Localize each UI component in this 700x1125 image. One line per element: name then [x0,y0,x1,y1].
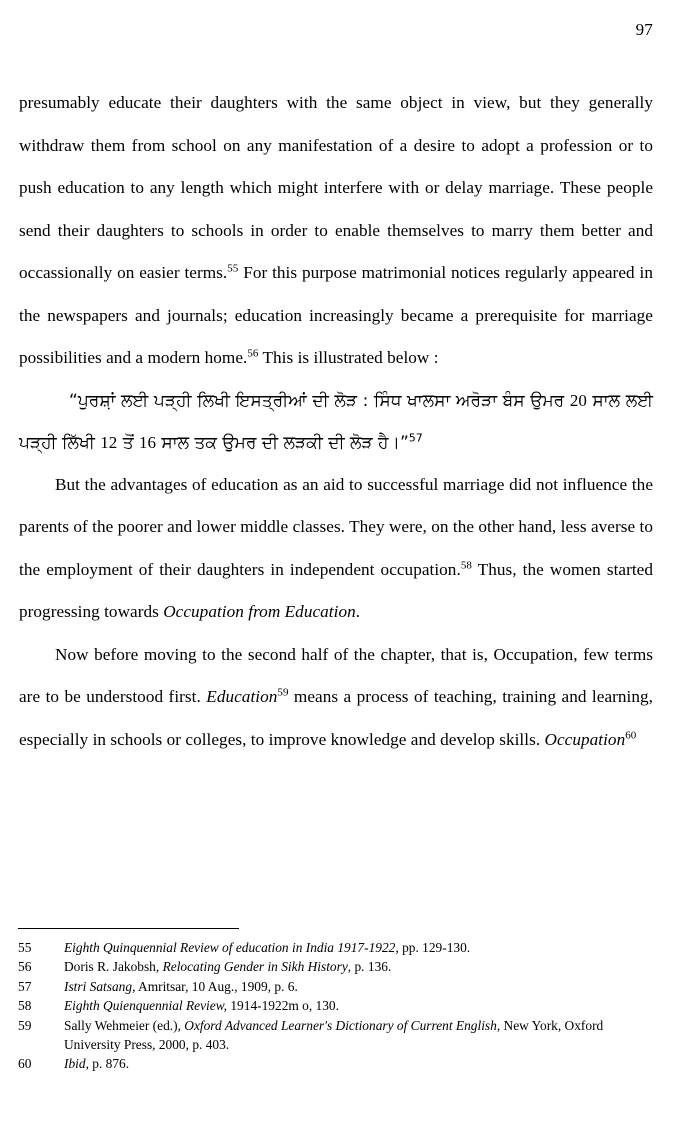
text-run: , p. 876. [85,1056,130,1072]
emphasized-text: Eighth Quienquennial Review, [64,998,228,1014]
footnote-text [64,938,658,957]
emphasized-text: Eighth Quinquennial Review of education in India 1917-1922, [64,940,399,955]
footnote-entry [18,957,658,976]
footnote-text [64,957,658,976]
footnote-marker-59: 59 [277,686,289,699]
text-run: . [355,602,361,621]
emphasized-text: Oxford Advanced Learner's Dictionary of Current English [184,1017,497,1033]
emphasized-text: Occupation [544,729,626,749]
footnote-entry [18,996,658,1015]
text-run: pp. 129-130. [398,940,471,955]
footnote-number: 60 [18,1056,32,1072]
emphasized-text: Occupation from Education [163,602,356,621]
text-run: Now before moving to the second half of the chapter, that is, Occupation, few terms are to be understood first. [19,644,653,706]
page-number: 97 [635,20,653,39]
paragraph-advantages-education [19,464,653,634]
quote-line-two-tail: ਸਾਲ ਤਕ ਉਮਰ ਦੀ ਲੜਕੀ ਦੀ ਲੋੜ ਹੈ। [156,432,400,453]
emphasized-text: Istri Satsang [64,978,133,994]
text-run: For this purpose matrimonial notices regularly appeared in the newspapers and journals; education increasingly became a prerequisite for marriage possibilities and a modern home. [19,263,653,367]
quote-line-one-tail: ਸਾਲ [586,390,621,411]
text-run: presumably educate their daughters with the same object in view, but they generally withdraw them from school on any manifestation of a desire to adopt a profession or to push education to any length which might interfere with or delay marriage. These people send their daughters to schools in order to enable themselves to marry them better and occassionally on easier terms. [19,93,653,282]
emphasized-text: Education [206,687,278,706]
emphasized-text: Relocating Gender in Sikh History [162,959,348,975]
paragraph-terms-defined [19,634,653,762]
footnote-entry [18,977,658,996]
quote-close-mark: ” [399,432,409,453]
footnote-text [64,1054,658,1073]
text-run: Thus, the women started progressing towards [19,559,653,621]
emphasized-text: Ibid [64,1056,86,1072]
quote-line-two-mid: ਤੋਂ [117,432,139,453]
footnote-marker-57: 57 [408,430,423,444]
text-run: 1914-1922m o, 130. [227,998,339,1014]
footnote-text [64,1016,658,1055]
footnote-entry [18,1054,658,1073]
text-run: means a process of teaching, training and learning, especially in schools or colleges, to improve knowledge and develop skills. [19,687,653,749]
footnote-separator-rule [18,928,239,929]
text-run: But the advantages of education as an aid to successful marriage did not influence the parents of the poorer and lower middle classes. They were, on the other hand, less averse to the employment of their daughters in independent occupation. [19,474,653,579]
footnote-marker-58: 58 [460,558,472,571]
footnote-number: 59 [18,1017,32,1033]
footnote-number: 57 [18,978,32,994]
quote-open-mark: “ [69,390,78,411]
footnote-text [64,977,658,996]
body-text-region [19,82,653,761]
quote-line-one: ਪੁਰਸ਼਼ਾਂ ਲਈ ਪੜ੍ਹੀ ਲਿਖੀ ਇਸਤ੍ਰੀਆਂ ਦੀ ਲੋੜ : ਸਿੰਧ ਖਾਲਸਾ ਅਰੋੜਾ ਬੰਸ ਉਮਰ [77,390,570,411]
footnote-text [64,996,658,1015]
text-run: , Amritsar, 10 Aug., 1909, p. 6. [132,978,298,994]
footnote-entry [18,1016,658,1055]
footnotes-region [18,928,658,1074]
quote-line-two: ਲਈ ਪੜ੍ਹੀ ਲਿੱਖੀ [19,390,653,453]
quote-number-20: 20 [569,390,587,410]
footnote-number: 58 [18,998,32,1014]
text-run: Doris R. Jakobsh, [64,959,163,975]
text-run: This is illustrated below : [258,348,439,367]
footnote-list [18,938,658,1074]
text-run: , p. 136. [347,959,392,975]
text-run: Sally Wehmeier (ed.), [64,1017,185,1033]
gurmukhi-quotation [19,380,653,464]
quote-number-16: 16 [139,432,156,452]
text-run: , New York, Oxford University Press, 2000, p. 403. [64,1017,604,1053]
paragraph-education-object [19,82,653,380]
footnote-marker-55: 55 [227,262,239,275]
footnote-marker-56: 56 [247,347,259,360]
footnote-number: 55 [18,940,32,955]
footnote-marker-60: 60 [625,728,637,741]
quote-number-12: 12 [100,432,118,452]
footnote-entry [18,938,658,957]
footnote-number: 56 [18,959,32,975]
